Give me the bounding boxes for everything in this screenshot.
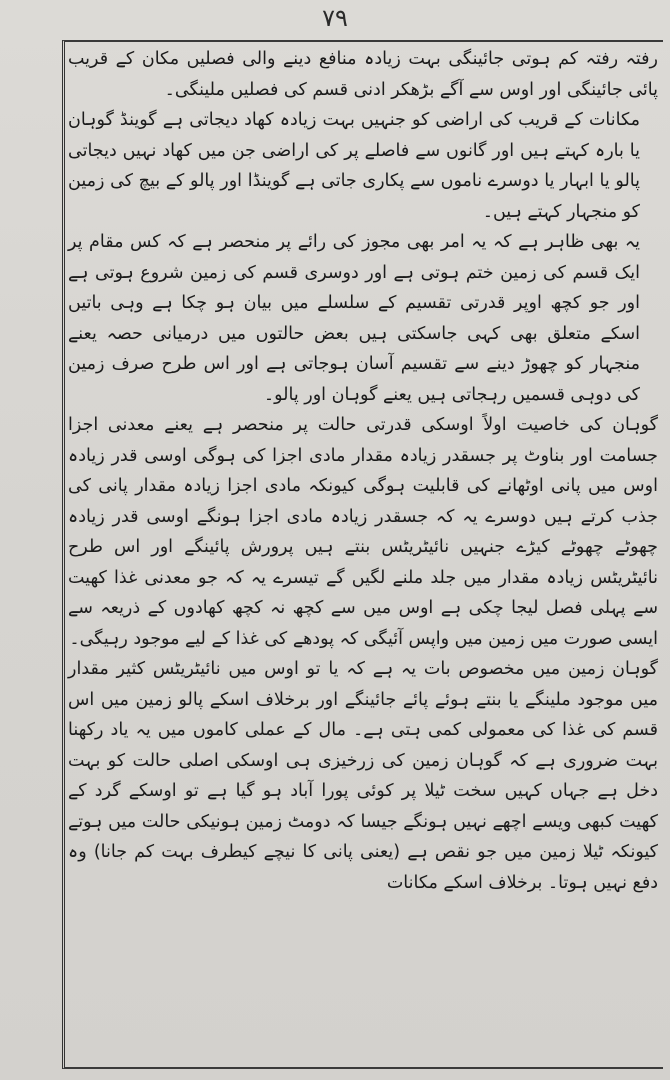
page-number: ۷۹ [322, 4, 348, 32]
paragraph: گوہان زمین میں مخصوص بات یہ ہے کہ یا تو اوس میں نائیٹریٹس کثیر مقدار میں موجود ملینگے یا بنتے ہوئے پائے جائینگے اور برخلاف اسکے پالو زمین میں اس قسم کی غذا کی معمولی کمی ہتی ہے۔ مال کے عملی کاموں میں یہ یاد رکھنا بہت ضروری ہے کہ گوہان زمین کی زرخیزی ہی اوسکی اصلی حالت کو بہت دخل ہے جہاں کہیں سخت ٹیلا پر کوئی پورا آباد ہو گیا ہے تو اوسکے گرد کے کھیت کبھی ویسے اچھے نہیں ہونگے جیسا کہ دومٹ زمین ہونیکی حالت میں ہوتے کیونکہ ٹیلا زمین میں جو نقص ہے (یعنی پانی کا نیچے کیطرف بہت کم جانا) وہ دفع نہیں ہوتا۔ برخلاف اسکے مکانات [68, 659, 658, 893]
paragraph: گوہان کی خاصیت اولاً اوسکی قدرتی حالت پر منحصر ہے یعنے معدنی اجزا جسامت اور بناوٹ پر جسقدر زیادہ مقدار مادی اجزا کی ہوگی اوسی قدر زیادہ اوس میں پانی اوٹھانے کی قابلیت ہوگی کیونکہ مادی اجزا زیادہ مقدار پانی کی جذب کرتے ہیں دوسرے یہ کہ جسقدر زیادہ مادی اجزا ہونگے اوسی قدر زیادہ چھوٹے چھوٹے کیڑے جنہیں نائیٹریٹس بنتے ہیں پرورش پائینگے اور اس طرح نائیٹریٹس زیادہ مقدار میں جلد ملنے لگیں گے تیسرے یہ کہ جو معدنی غذا کھیت سے پہلی فصل لیجا چکی ہے اوس میں سے کچھ نہ کچھ کھادوں کے ذریعہ سے ایسی صورت میں زمین میں واپس آئیگی کہ پودھے کی غذا کے لیے موجود رہیگی۔ [68, 415, 658, 649]
paragraph: مکانات کے قریب کی اراضی کو جنہیں بہت زیادہ کھاد دیجاتی ہے گوینڈ گوہان یا بارہ کہتے ہیں اور گانوں سے فاصلے پر کی اراضی جن میں کھاد نہیں دیجاتی پالو یا ابہار یا دوسرے ناموں سے پکاری جاتی ہے گوینڈا اور پالو کے بیچ کی زمین کو منجہار کہتے ہیں۔ [68, 110, 640, 222]
paragraph: رفتہ رفتہ کم ہوتی جائینگی بہت زیادہ منافع دینے والی فصلیں مکان کے قریب پائی جائینگی اور اوس سے آگے بڑھکر ادنی قسم کی فصلیں ملینگی۔ [68, 49, 658, 100]
paragraph: یہ بھی ظاہر ہے کہ یہ امر بھی مجوز کی رائے پر منحصر ہے کہ کس مقام پر ایک قسم کی زمین ختم ہوتی ہے اور دوسری قسم کی زمین شروع ہوتی ہے اور جو کچھ اوپر قدرتی تقسیم کے سلسلے میں بیان ہو چکا ہے وہی باتیں اسکے متعلق بھی کہی جاسکتی ہیں بعض حالتوں میں درمیانی حصہ یعنے منجہار کو چھوڑ دینے سے تقسیم آسان ہوجاتی ہے اور اس طرح صرف زمین کی دوہی قسمیں رہجاتی ہیں یعنے گوہان اور پالو۔ [68, 232, 640, 405]
body-text [68, 44, 658, 898]
